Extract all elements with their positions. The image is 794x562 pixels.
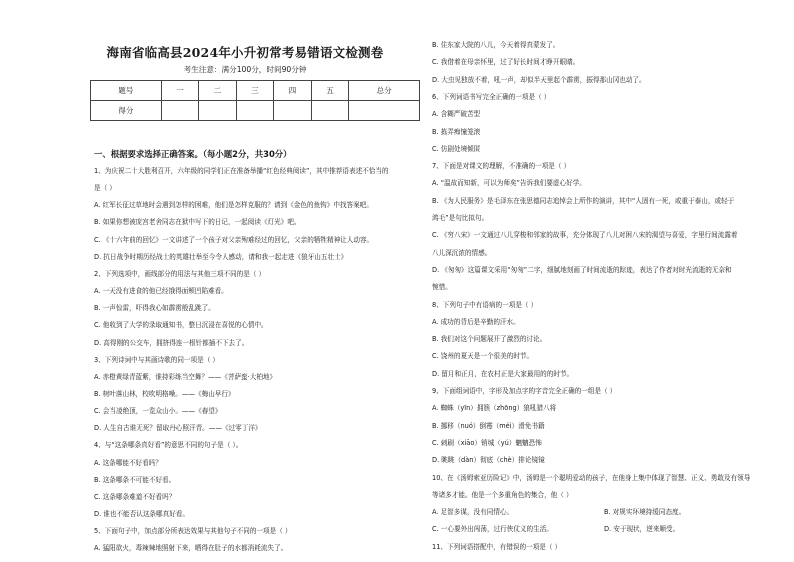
score-table-score-row xyxy=(91,101,420,121)
question-line: 8、下列句子中有语病的一项是（ ） xyxy=(432,300,538,309)
question-line: B. 如果你想被庞宫老舍同志在狱中写下的日记，一起阅读《灯光》吧。 xyxy=(94,218,301,227)
question-line: D. 人生自古谁无死？留取丹心照汗青。——《过零丁洋》 xyxy=(94,424,262,433)
answer-option: D. 安于现状，逆来顺受。 xyxy=(604,525,680,534)
document-title: 海南省临高县2024年小升初常考易错语文检测卷 xyxy=(106,45,384,60)
question-line: C. 会当凌绝顶，一览众山小。——《春望》 xyxy=(94,407,222,416)
question-line: D. 谁也不能否认这条哪真好看。 xyxy=(94,510,189,518)
question-line: B. 这条哪条不可能不好看。 xyxy=(94,475,176,484)
score-header-cell: 四 xyxy=(274,81,312,101)
question-line: D. 高得刚的公交车，拥挤得连一根针都插不下去了。 xyxy=(94,338,249,347)
question-line: D. 《匆匆》这篇课文采用“匆匆”二字，细腻地刻画了时间流逝的踪迹，表达了作者对时光流逝的无奈和 xyxy=(432,265,732,274)
exam-notice: 考生注意：满分100分，时间90分钟 xyxy=(183,65,307,74)
question-line: A. “温故而知新，可以为师矣”告诉我们要虚心好学。 xyxy=(432,179,586,188)
question-line: A. 这条哪能不好看吗？ xyxy=(94,458,162,467)
question-line: C. 他收到了大学的录取通知书，整日沉浸在喜悦的心情中。 xyxy=(94,321,268,330)
score-row-label: 得分 xyxy=(91,101,162,121)
answer-option: C. 一心要外出闯荡，过行侠仗义的生活。 xyxy=(432,525,553,534)
question-line: A. 赤橙黄绿青蓝紫，谁持彩练当空舞？——《菩萨蛮·大柏地》 xyxy=(94,372,277,381)
question-line: B. 《为人民服务》是毛泽东在张思德同志追悼会上所作的演讲，其中“人固有一死，或重于泰山，或轻于 xyxy=(432,196,735,205)
options-row xyxy=(432,508,780,517)
score-header-cell: 总分 xyxy=(349,81,420,101)
score-header-cell: 二 xyxy=(199,81,237,101)
score-cell xyxy=(349,101,420,121)
question-line: 惋惜。 xyxy=(432,283,452,292)
question-line: C. 仿剧处境倾匿 xyxy=(432,144,481,153)
question-line: 5、下面句子中，加点部分所表达效果与其他句子不同的一项是（ ） xyxy=(94,527,292,536)
question-line: 八儿深沉浓的情感。 xyxy=(432,248,492,257)
score-cell xyxy=(161,101,199,121)
question-line: B. 一声惊雷，吓得我心如霹雳般乱跳了。 xyxy=(94,304,215,313)
question-line: C. 我借着在母亲怀里，过了好长时间才睁开眼睛。 xyxy=(432,58,580,67)
question-line: 是（ ） xyxy=(94,184,116,193)
question-line: C. 这条哪条难道不好看吗？ xyxy=(94,492,176,501)
question-line: A. 猛阳欲火，毒辣辣地照射下来，晒得在肚子的水都消耗流失了。 xyxy=(94,544,288,553)
question-line: A. 含糊严破苦型 xyxy=(432,110,481,119)
question-line: 6、下列词语书写完全正确的一项是（ ） xyxy=(432,92,551,101)
question-line: 10、在《汤姆索亚历险记》中，汤姆是一个聪明爱动的孩子，在他身上集中体现了智慧、正义、勇敢及有领导 xyxy=(432,473,751,482)
question-line: D. 大虫见独放不着，吼一声，却似半天里起个霹雳，振得那山冈也动了。 xyxy=(432,75,646,84)
answer-option: A. 足智多谋，没有同情心。 xyxy=(432,508,514,517)
question-line: 鸿毛”是句比拟句。 xyxy=(432,214,489,222)
question-line: D. 抗日战争时期历经战士的英雄壮举至今令人感动，请和我一起走进《狼牙山五壮士》 xyxy=(94,252,348,261)
question-line: C. 《穷八宋》一文通过八儿穿梭和邻家的故事，充分体现了八儿对困八宋的渴望与喜爱，字里行间流露着 xyxy=(432,231,738,240)
question-line: A. 红军长征过草地时会遇到怎样的困难，他们是怎样克服的？请到《金色的鱼钩》中找答案吧。 xyxy=(94,201,373,210)
question-line: A. 一天没有进食的他已经饿得面颊凹陷难看。 xyxy=(94,287,228,296)
question-line: B. 住东家大院的八儿，今天着得真蒙发了。 xyxy=(432,41,560,49)
question-line: B. 我们对这个问题展开了激烈的讨论。 xyxy=(432,335,547,344)
question-line: A. 成功的背后是辛勤的汗水。 xyxy=(432,317,520,326)
section-heading: 一、根据要求选择正确答案。（每小题2分，共30分） xyxy=(94,149,292,159)
answer-option: B. 对规实环境持缓同态度。 xyxy=(604,508,686,517)
score-cell xyxy=(274,101,312,121)
score-header-cell: 题号 xyxy=(91,81,162,101)
question-line: D. 眺眺（dàn）彻底（chè）排论镜镜 xyxy=(432,456,545,465)
score-table-header-row xyxy=(91,81,420,101)
question-line: 7、下面是对课文的理解，不准确的一项是（ ） xyxy=(432,162,571,171)
question-line: 11、下列词语搭配中，有错误的一项是（ ） xyxy=(432,542,562,551)
question-line: C. 《十六年前的回忆》一文讲述了一个孩子对父亲殉难经过的回忆，父亲的牺牲精神让人动容。 xyxy=(94,235,374,244)
question-line: B. 树叶落山林，校吹明格噪。——《梅山早行》 xyxy=(94,389,235,398)
question-line: 等诸多才能。他是一个多重角色的集合，他（ ） xyxy=(432,490,573,499)
question-line: 2、下列选项中，画线部分的用法与其他三项不同的是（ ） xyxy=(94,269,266,278)
question-line: 1、为庆祝二十大胜利召开，六年级的同学们正在准备举播“红色经典阅读”，其中推荐语表述不恰当的 xyxy=(94,167,389,175)
question-line: D. 留月和正月，在农村正是大家最用的的时节。 xyxy=(432,369,574,378)
score-cell xyxy=(236,101,274,121)
question-line: C. 刺刷（xiāo）销城（yú）魑魑恐怖 xyxy=(432,438,542,447)
question-line: B. 挪移（nuó）倒霉（méi）滑免书籍 xyxy=(432,421,545,430)
question-line: C. 饶州的夏天是一个很美的时节。 xyxy=(432,352,534,361)
question-line: A. 蜘蛛（yīn）拥簇（zhōng）狼吼猎八将 xyxy=(432,404,557,413)
question-line: B. 拣弄痴憧笼滚 xyxy=(432,127,481,136)
score-header-cell: 一 xyxy=(161,81,199,101)
score-header-cell: 三 xyxy=(236,81,274,101)
score-header-cell: 五 xyxy=(311,81,349,101)
question-line: 9、下面组词语中，字形及加点字的字音完全正确的一组是（ ） xyxy=(432,387,617,395)
score-cell xyxy=(311,101,349,121)
score-cell xyxy=(199,101,237,121)
options-row xyxy=(432,525,780,534)
question-line: 3、下列诗词中与其画诗歌的同一项是（ ） xyxy=(94,355,219,364)
question-line: 4、与“这条哪条真好看”的意思不同的句子是（ ）。 xyxy=(94,441,243,450)
score-table xyxy=(90,80,420,121)
